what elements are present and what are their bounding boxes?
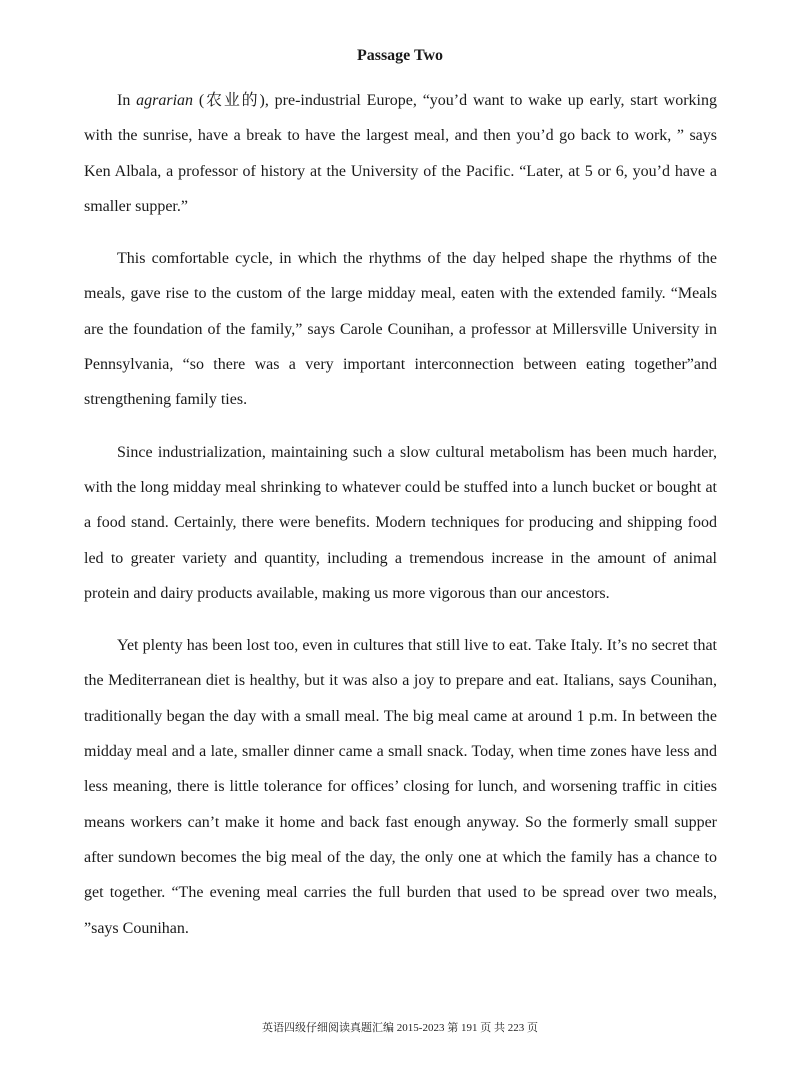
footer-page-number: 191 xyxy=(460,1022,478,1034)
footer-total-prefix: 共 xyxy=(493,1022,505,1034)
footer-page-unit: 页 xyxy=(480,1022,492,1034)
paragraph-text: Since industrialization, maintaining such a slow cultural metabolism has been much harder, with the long midday meal shrinking to whatever could be stuffed into a lunch bucket or bought at a food stand. Certainly, there were benefits. Modern techniques for producing and shipping food led to greater variety and quantity, including a tremendous increase in the amount of animal protein and dairy products available, making us more vigorous than our ancestors. xyxy=(84,443,717,602)
paragraph-2 xyxy=(84,241,717,417)
paragraph-text: In xyxy=(117,92,137,109)
paragraph-3 xyxy=(84,435,717,611)
italic-term: agrarian xyxy=(136,92,194,109)
footer-total-pages: 223 xyxy=(507,1022,525,1034)
passage-body xyxy=(84,83,717,963)
passage-title: Passage Two xyxy=(356,47,444,64)
footer-total-unit: 页 xyxy=(526,1022,538,1034)
paragraph-text: This comfortable cycle, in which the rhythms of the day helped shape the rhythms of the meals, gave rise to the custom of the large midday meal, eaten with the extended family. “Meals are the foundation of the family,” says Carole Counihan, a professor at Millersville University in Pennsylvania, “so there was a very important interconnection between eating together”and strengthening family ties. xyxy=(84,250,717,409)
footer-page-prefix: 第 xyxy=(447,1022,459,1034)
page-footer xyxy=(0,1020,800,1036)
paragraph-text: Yet plenty has been lost too, even in cultures that still live to eat. Take Italy. It’s no secret that the Mediterranean diet is healthy, but it was also a joy to prepare and eat. Italians, says Counihan, traditionally began the day with a small meal. The big meal came at around 1 p.m. In between the midday meal and a late, smaller dinner came a small snack. Today, when time zones have less and less meaning, there is little tolerance for offices’ closing for lunch, and worsening traffic in cities means workers can’t make it home and back fast enough anyway. So the formerly small supper after sundown becomes the big meal of the day, the only one at which the family has a chance to get together. “The evening meal carries the full burden that used to be spread over two meals, ”says Counihan. xyxy=(84,637,717,937)
footer-collection: 英语四级仔细阅读真题汇编 2015-2023 xyxy=(262,1022,445,1034)
paragraph-1 xyxy=(84,83,717,224)
paragraph-text: (农业的), pre-industrial Europe, “you’d want to wake up early, start working with the sunrise, have a break to have the largest meal, and then you’d go back to work, ” says Ken Albala, a professor of history at the University of the Pacific. “Later, at 5 or 6, you’d have a smaller supper.” xyxy=(84,92,717,215)
paragraph-4 xyxy=(84,628,717,946)
